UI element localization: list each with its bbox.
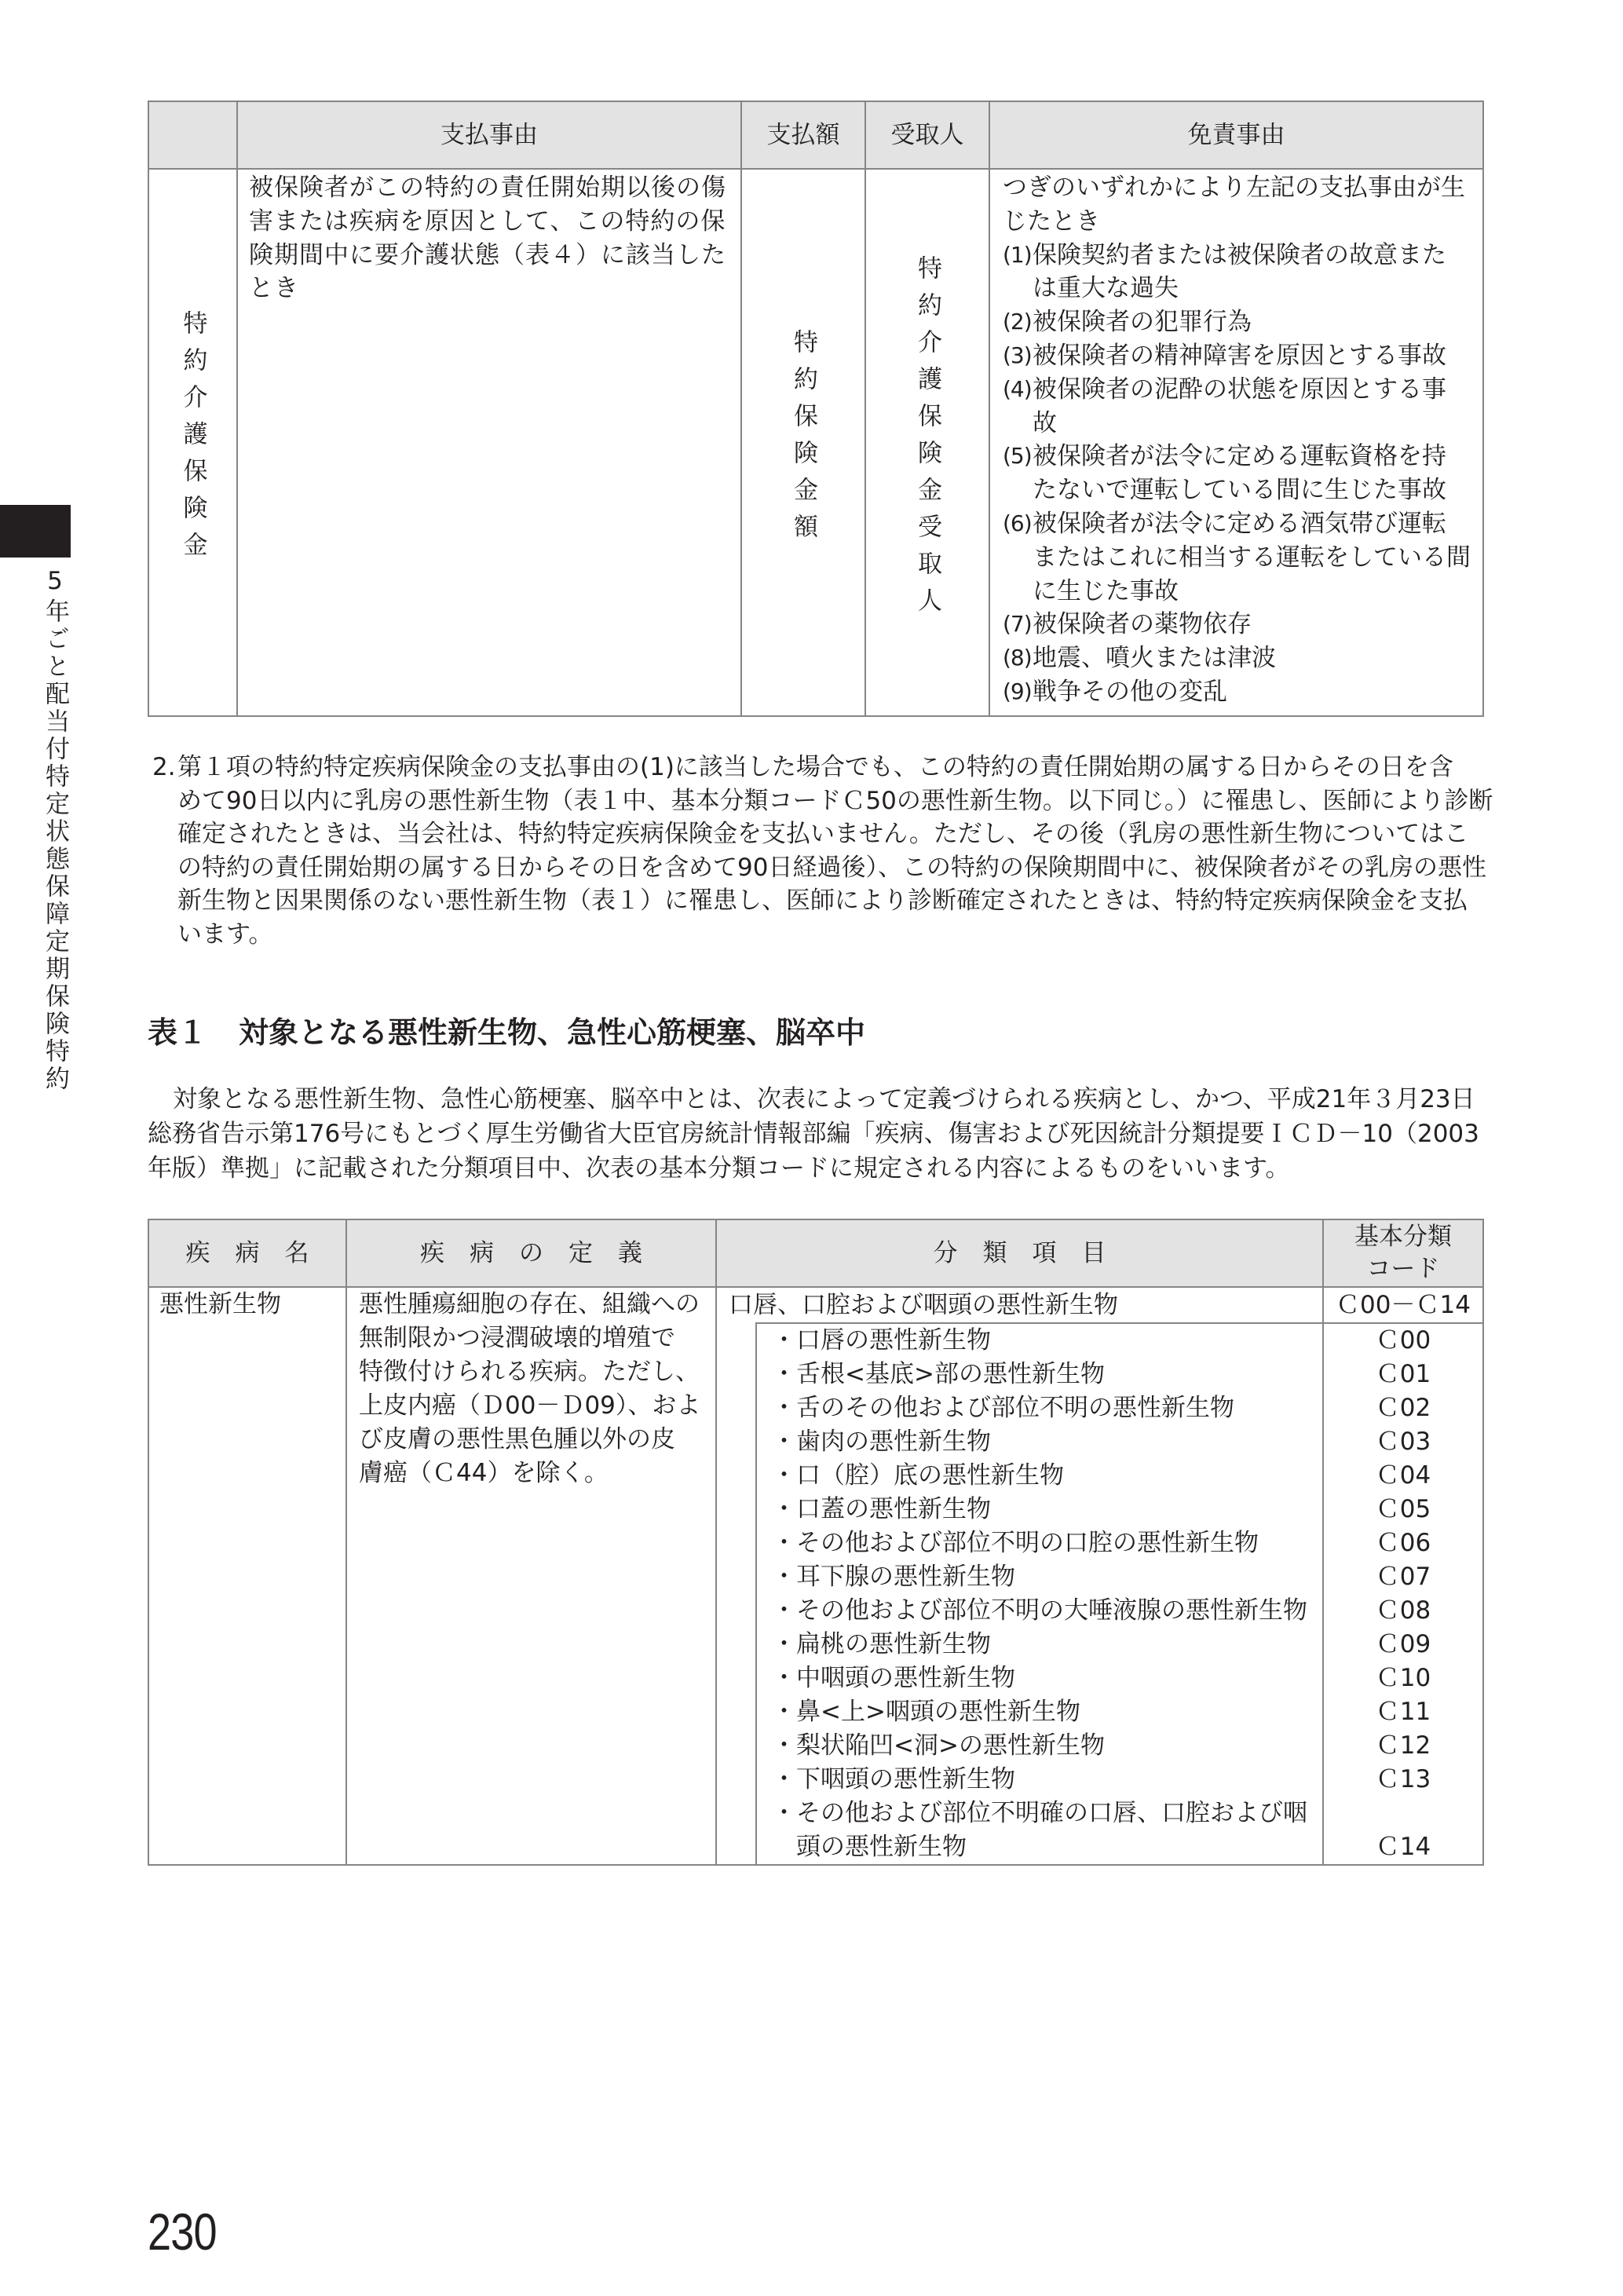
- classification-sublist: [755, 1322, 1322, 1864]
- header-basic-code-cell: [1323, 1219, 1483, 1287]
- header-blank-cell: [148, 101, 237, 169]
- header-exemption: 免責事由: [989, 101, 1483, 169]
- exemption-item: [1003, 642, 1482, 675]
- disease-name: 悪性新生物: [159, 1290, 281, 1318]
- recipient-text: 特約介護保険金受取人: [913, 254, 941, 624]
- table1-heading: [148, 1014, 865, 1051]
- exemption-item: [1003, 675, 1482, 709]
- exemption-text: 被保険者の泥酔の状態を原因とする事 故: [1033, 375, 1446, 437]
- basic-code: Ｃ02: [1375, 1394, 1431, 1422]
- benefit-name-cell: [148, 169, 237, 716]
- basic-code: Ｃ01: [1375, 1360, 1431, 1388]
- classification-row: [148, 1287, 1483, 1865]
- table1-intro: 対象となる悪性新生物、急性心筋梗塞、脳卒中とは、次表によって定義づけられる疾病とし、かつ、平成21年３月23日 総務省告示第176号にもとづく厚生労働省大臣官房統計情報部編「疾病、傷害および死因統計分類提要ＩＣＤ－10（2003 年版）準拠」に記載された分類項目中、次表の基本分類コードに規定される内容によるものをいいます。: [148, 1085, 1479, 1183]
- note-text: 第１項の特約特定疾病保険金の支払事由の(1)に該当した場合でも、この特約の責任開始期の属する日からその日を含 めて90日以内に乳房の悪性新生物（表１中、基本分類コードＣ50の悪性新生物。以下同じ。）に罹患し、医師により診断 確定されたときは、当会社は、特約特定疾病保険金を支払いません。ただし、その後（乳房の悪性新生物についてはこ の特約の責任開始期の属する日からその日を含めて90日経過後）、この特約の保険期間中に、被保険者がその乳房の悪性 新生物と因果関係のない悪性新生物（表１）に罹患し、医師により診断確定されたときは、特約特定疾病保険金を支払 います。: [177, 753, 1493, 949]
- exemption-text: 被保険者の薬物依存: [1033, 610, 1252, 639]
- benefit-table-row: [148, 169, 1483, 716]
- basic-code: Ｃ06: [1375, 1529, 1431, 1557]
- exemption-text: 被保険者が法令に定める酒気帯び運転 またはこれに相当する運転をしている間 に生じた事故: [1033, 509, 1471, 605]
- classification-item: ・中咽頭の悪性新生物: [772, 1664, 1015, 1692]
- exemption-text: 被保険者の犯罪行為: [1033, 308, 1252, 337]
- table1-heading-label: 表１: [148, 1015, 208, 1050]
- basic-code: Ｃ14: [1375, 1833, 1431, 1861]
- payment-amount-text: 特約保険金額: [789, 328, 817, 550]
- basic-code: Ｃ11: [1375, 1698, 1431, 1726]
- header-disease-definition: 疾病の定義: [420, 1238, 667, 1267]
- basic-code: Ｃ03: [1375, 1428, 1431, 1456]
- benefit-table-body: [148, 169, 1483, 716]
- exemption-item: [1003, 373, 1482, 441]
- classification-group: 口唇、口腔および咽頭の悪性新生物: [729, 1291, 1118, 1319]
- header-disease-name-cell: [148, 1219, 346, 1287]
- exemption-text: 地震、噴火または津波: [1033, 644, 1276, 673]
- page-number: 230: [148, 2203, 217, 2261]
- header-recipient: 受取人: [865, 101, 989, 169]
- exemption-text: 保険契約者または被保険者の故意また は重大な過失: [1033, 240, 1446, 303]
- classification-item: ・その他および部位不明の大唾液腺の悪性新生物: [772, 1596, 1307, 1625]
- basic-code: Ｃ07: [1375, 1563, 1431, 1591]
- exemption-number: (6): [1003, 510, 1032, 536]
- classification-item: ・鼻<上>咽頭の悪性新生物: [772, 1698, 1080, 1726]
- classification-header-row: [148, 1219, 1483, 1287]
- classification-table: [148, 1219, 1484, 1866]
- exemption-number: (7): [1003, 611, 1032, 638]
- table1-heading-title: 対象となる悪性新生物、急性心筋梗塞、脳卒中: [239, 1015, 866, 1050]
- basic-code-cell: [1323, 1287, 1483, 1865]
- exemption-text: 被保険者の精神障害を原因とする事故: [1033, 341, 1446, 370]
- classification-item: ・扁桃の悪性新生物: [772, 1630, 991, 1658]
- exemption-text: 被保険者が法令に定める運転資格を持 たないで運転している間に生じた事故: [1033, 442, 1446, 505]
- classification-item: ・下咽頭の悪性新生物: [772, 1765, 1015, 1793]
- basic-code: Ｃ12: [1375, 1731, 1431, 1760]
- payment-amount-cell: [741, 169, 865, 716]
- benefit-table: [148, 101, 1484, 717]
- exemption-cell: [989, 169, 1483, 716]
- note-paragraph: [152, 751, 1493, 951]
- recipient-cell: [865, 169, 989, 716]
- classification-item: ・舌根<基底>部の悪性新生物: [772, 1360, 1105, 1388]
- classification-cell: [716, 1287, 1323, 1865]
- exemption-number: (9): [1003, 678, 1032, 704]
- exemption-number: (4): [1003, 375, 1032, 402]
- payment-reason-text: 被保険者がこの特約の責任開始期以後の傷 害または疾病を原因として、この特約の保 険期間中に要介護状態（表４）に該当した とき: [249, 174, 726, 303]
- basic-code: Ｃ04: [1375, 1461, 1431, 1490]
- exemption-number: (2): [1003, 309, 1032, 335]
- basic-code: Ｃ00: [1375, 1326, 1431, 1355]
- basic-code: Ｃ08: [1375, 1596, 1431, 1625]
- header-classification: 分類項目: [933, 1238, 1131, 1267]
- note-number: 2.: [152, 753, 176, 781]
- disease-definition-cell: [346, 1287, 716, 1865]
- header-payment-reason: 支払事由: [237, 101, 741, 169]
- header-payment-amount: 支払額: [741, 101, 865, 169]
- exemption-item: [1003, 608, 1482, 642]
- classification-item: ・口蓋の悪性新生物: [772, 1495, 991, 1523]
- exemption-number: (8): [1003, 645, 1032, 671]
- exemption-text: 戦争その他の変乱: [1033, 677, 1227, 706]
- exemption-item: [1003, 507, 1482, 608]
- exemption-item: [1003, 305, 1482, 339]
- classification-item: ・耳下腺の悪性新生物: [772, 1563, 1015, 1591]
- basic-code-list: [1324, 1322, 1482, 1864]
- disease-definition: 悪性腫瘍細胞の存在、組織への 無制限かつ浸潤破壊的増殖で 特徴付けられる疾病。ただし、 上皮内癌（Ｄ00－Ｄ09）、およ び皮膚の悪性黒色腫以外の皮 膚癌（Ｃ44）を除く。: [359, 1290, 701, 1487]
- benefit-table-header-row: [148, 101, 1483, 169]
- classification-item: ・口唇の悪性新生物: [772, 1326, 991, 1355]
- basic-code: Ｃ13: [1375, 1765, 1431, 1793]
- header-classification-cell: [716, 1219, 1323, 1287]
- exemption-intro: つぎのいずれかにより左記の支払事由が生 じたとき: [1003, 174, 1465, 236]
- basic-code: Ｃ05: [1375, 1495, 1431, 1523]
- disease-name-cell: [148, 1287, 346, 1865]
- basic-code: Ｃ09: [1375, 1630, 1431, 1658]
- classification-item: ・その他および部位不明の口腔の悪性新生物: [772, 1529, 1259, 1557]
- exemption-item: [1003, 440, 1482, 507]
- classification-table-head: [148, 1219, 1483, 1287]
- benefit-table-head: [148, 101, 1483, 169]
- exemption-number: (1): [1003, 241, 1032, 268]
- exemption-number: (3): [1003, 342, 1032, 368]
- classification-item: ・舌のその他および部位不明の悪性新生物: [772, 1394, 1234, 1422]
- header-disease-definition-cell: [346, 1219, 716, 1287]
- benefit-name: 特約介護保険金: [178, 310, 207, 569]
- classification-item: ・その他および部位不明確の口唇、口腔および咽 頭の悪性新生物: [772, 1799, 1307, 1861]
- classification-group-code: Ｃ00－Ｃ14: [1336, 1291, 1471, 1319]
- side-tab-marker: [0, 505, 71, 558]
- header-basic-code: 基本分類 コード: [1354, 1223, 1452, 1283]
- classification-item: ・歯肉の悪性新生物: [772, 1428, 991, 1456]
- header-disease-name: 疾病名: [185, 1238, 334, 1267]
- payment-reason-cell: [237, 169, 741, 716]
- basic-code: Ｃ10: [1375, 1664, 1431, 1692]
- classification-item: ・口（腔）底の悪性新生物: [772, 1461, 1064, 1490]
- exemption-item: [1003, 239, 1482, 306]
- classification-item: ・梨状陥凹<洞>の悪性新生物: [772, 1731, 1105, 1760]
- exemption-item: [1003, 339, 1482, 373]
- exemption-number: (5): [1003, 443, 1032, 470]
- side-section-title: 5年ごと配当付特定状態保障定期保険特約: [41, 567, 69, 1093]
- classification-table-body: [148, 1287, 1483, 1865]
